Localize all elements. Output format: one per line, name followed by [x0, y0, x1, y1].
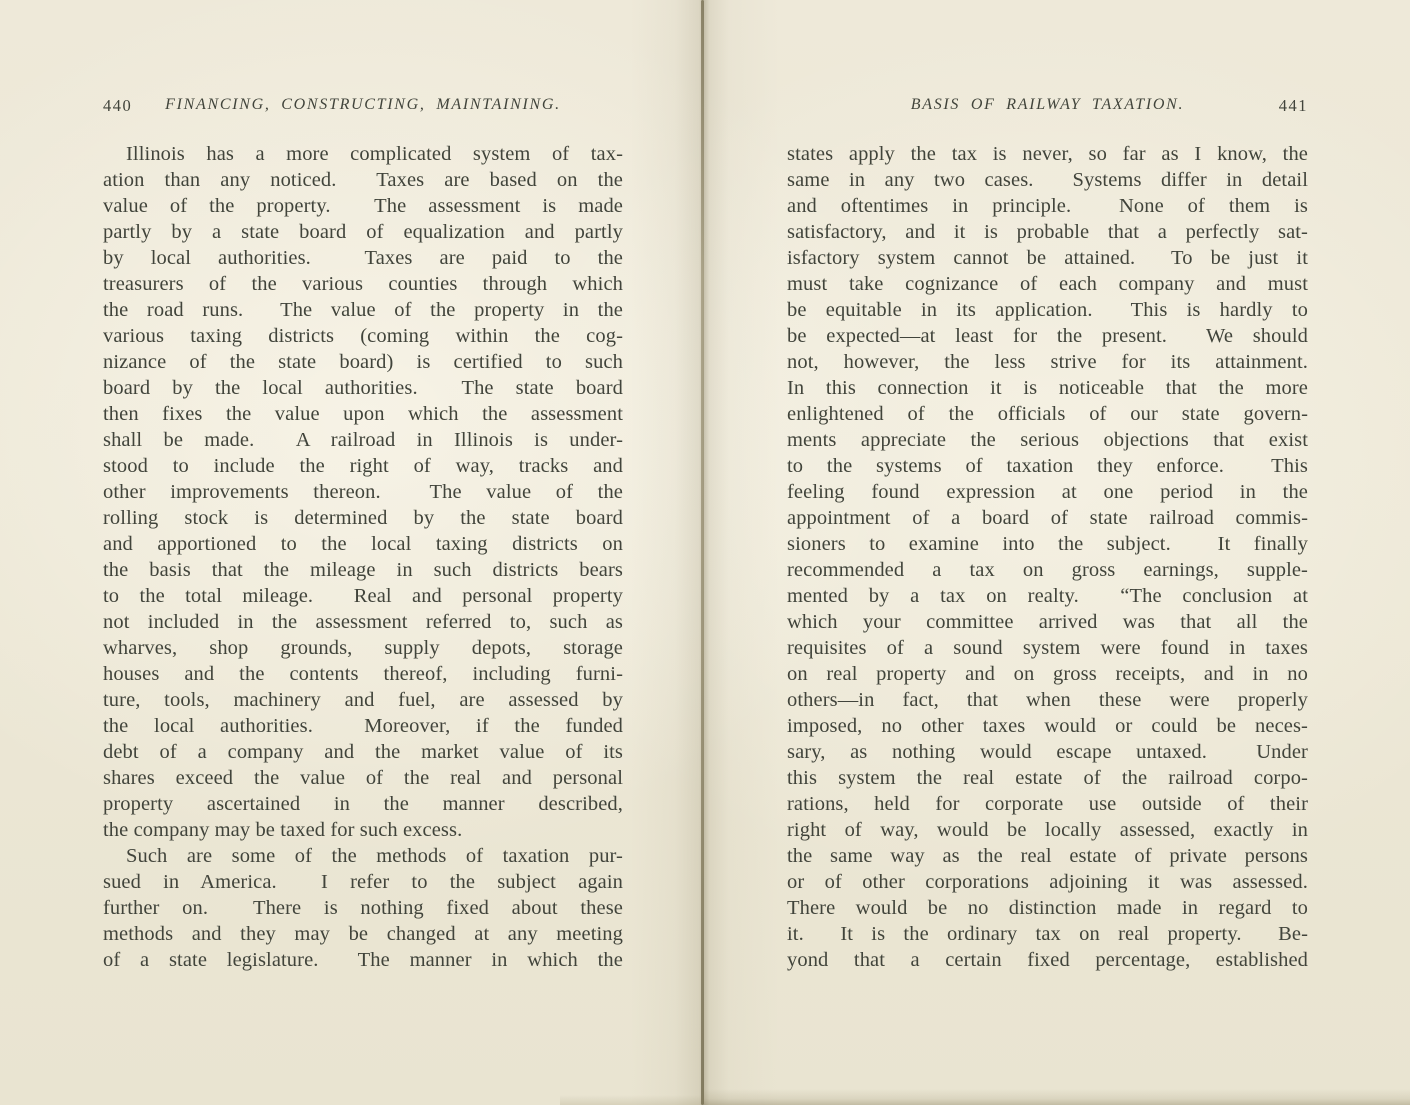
right-page-header: [787, 96, 1308, 117]
book-gutter-line: [701, 0, 704, 1105]
text-line: be equitable in its application. This is hardly to: [787, 299, 1308, 321]
text-line: requisites of a sound system were found in taxes: [787, 637, 1308, 659]
text-line: partly by a state board of equalization and partly: [103, 221, 623, 243]
text-line: the same way as the real estate of private persons: [787, 845, 1308, 867]
text-line: of a state legislature. The manner in which the: [103, 949, 623, 971]
text-line: In this connection it is noticeable that the more: [787, 377, 1308, 399]
page-bottom-edge-left: [560, 1095, 704, 1105]
text-line: others—in fact, that when these were properly: [787, 689, 1308, 711]
text-line: value of the property. The assessment is made: [103, 195, 623, 217]
text-line: sary, as nothing would escape untaxed. Under: [787, 741, 1308, 763]
text-line: then fixes the value upon which the assessment: [103, 403, 623, 425]
text-line: property ascertained in the manner described,: [103, 793, 623, 815]
page-number-left: 440: [103, 96, 133, 115]
text-line: states apply the tax is never, so far as I know, the: [787, 143, 1308, 165]
text-line: to the systems of taxation they enforce. This: [787, 455, 1308, 477]
text-line: be expected—at least for the present. We should: [787, 325, 1308, 347]
text-line: and apportioned to the local taxing districts on: [103, 533, 623, 555]
text-line: stood to include the right of way, tracks and: [103, 455, 623, 477]
page-number-right: 441: [1278, 96, 1308, 115]
text-line: not, however, the less strive for its attainment.: [787, 351, 1308, 373]
text-line: imposed, no other taxes would or could be neces-: [787, 715, 1308, 737]
text-line: isfactory system cannot be attained. To be just it: [787, 247, 1308, 269]
text-line: methods and they may be changed at any meeting: [103, 923, 623, 945]
text-line: ments appreciate the serious objections that exist: [787, 429, 1308, 451]
text-line: mented by a tax on realty. “The conclusion at: [787, 585, 1308, 607]
text-line: by local authorities. Taxes are paid to the: [103, 247, 623, 269]
text-line: ture, tools, machinery and fuel, are assessed by: [103, 689, 623, 711]
text-line: satisfactory, and it is probable that a perfectly sat-: [787, 221, 1308, 243]
text-line: sued in America. I refer to the subject again: [103, 871, 623, 893]
text-line: rations, held for corporate use outside of their: [787, 793, 1308, 815]
text-line: the basis that the mileage in such districts bears: [103, 559, 623, 581]
text-line: Illinois has a more complicated system of tax-: [126, 143, 623, 165]
text-line: shares exceed the value of the real and personal: [103, 767, 623, 789]
text-line: the road runs. The value of the property in the: [103, 299, 623, 321]
right-page-text: [787, 141, 1308, 973]
text-line: nizance of the state board) is certified to such: [103, 351, 623, 373]
text-line: sioners to examine into the subject. It finally: [787, 533, 1308, 555]
text-line: ation than any noticed. Taxes are based on the: [103, 169, 623, 191]
text-line: the local authorities. Moreover, if the funded: [103, 715, 623, 737]
text-line: on real property and on gross receipts, and in no: [787, 663, 1308, 685]
left-page-header: [103, 96, 623, 117]
left-page-text: [103, 141, 623, 973]
text-line: same in any two cases. Systems differ in detail: [787, 169, 1308, 191]
page-bottom-edge-right: [704, 1089, 1410, 1105]
text-line: feeling found expression at one period in the: [787, 481, 1308, 503]
text-line: to the total mileage. Real and personal property: [103, 585, 623, 607]
text-line: various taxing districts (coming within the cog-: [103, 325, 623, 347]
right-page: [787, 96, 1308, 973]
text-line: treasurers of the various counties through which: [103, 273, 623, 295]
text-line: must take cognizance of each company and must: [787, 273, 1308, 295]
text-line: shall be made. A railroad in Illinois is under-: [103, 429, 623, 451]
text-line: it. It is the ordinary tax on real property. Be-: [787, 923, 1308, 945]
text-line: which your committee arrived was that all the: [787, 611, 1308, 633]
text-line: the company may be taxed for such excess.: [103, 819, 463, 841]
text-line: right of way, would be locally assessed, exactly in: [787, 819, 1308, 841]
text-line: recommended a tax on gross earnings, supple-: [787, 559, 1308, 581]
text-line: Such are some of the methods of taxation pur-: [126, 845, 623, 867]
text-line: wharves, shop grounds, supply depots, storage: [103, 637, 623, 659]
text-line: not included in the assessment referred to, such as: [103, 611, 623, 633]
left-page: [103, 96, 623, 973]
running-head-right: BASIS OF RAILWAY TAXATION.: [910, 96, 1185, 113]
text-line: other improvements thereon. The value of the: [103, 481, 623, 503]
text-line: further on. There is nothing fixed about these: [103, 897, 623, 919]
text-line: rolling stock is determined by the state board: [103, 507, 623, 529]
text-line: yond that a certain fixed percentage, established: [787, 949, 1308, 971]
text-line: debt of a company and the market value of its: [103, 741, 623, 763]
book-gutter-shadow: [630, 0, 780, 1105]
text-line: appointment of a board of state railroad commis-: [787, 507, 1308, 529]
text-line: houses and the contents thereof, including furni-: [103, 663, 623, 685]
text-line: and oftentimes in principle. None of them is: [787, 195, 1308, 217]
text-line: or of other corporations adjoining it was assessed.: [787, 871, 1308, 893]
text-line: There would be no distinction made in regard to: [787, 897, 1308, 919]
running-head-left: FINANCING, CONSTRUCTING, MAINTAINING.: [165, 96, 561, 113]
text-line: this system the real estate of the railroad corpo-: [787, 767, 1308, 789]
text-line: board by the local authorities. The state board: [103, 377, 623, 399]
text-line: enlightened of the officials of our state govern-: [787, 403, 1308, 425]
